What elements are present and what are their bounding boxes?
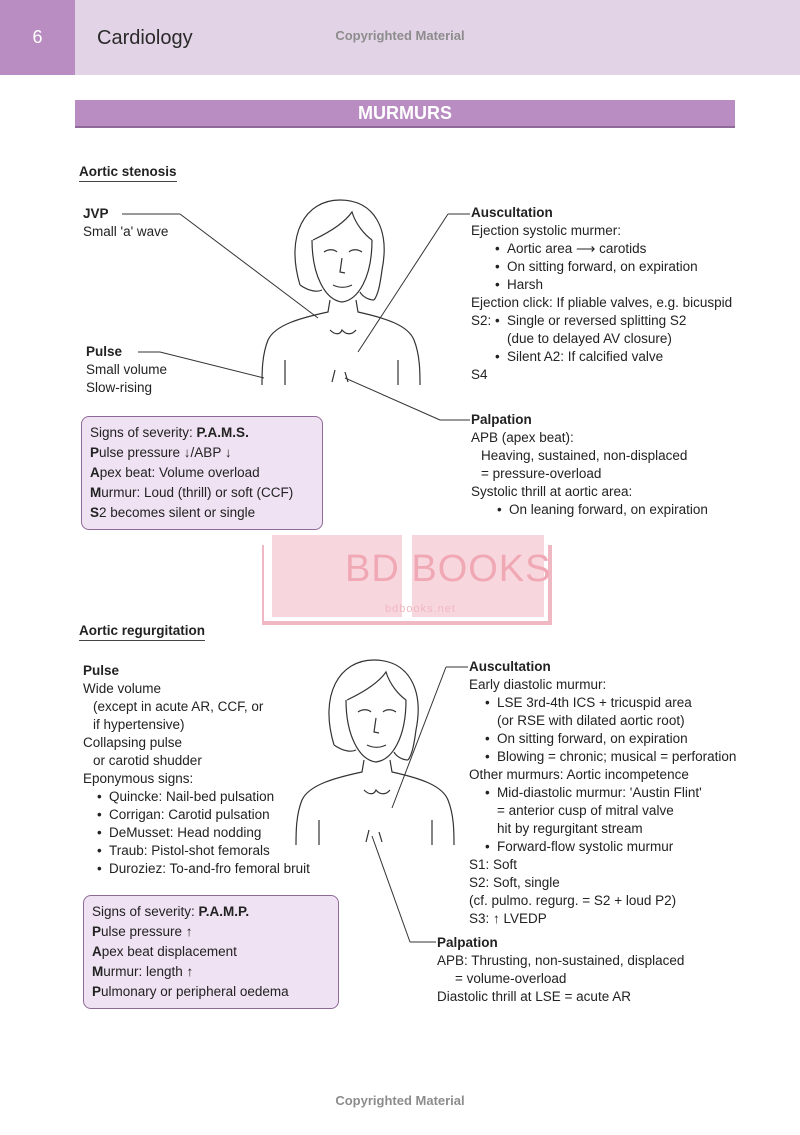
- ar-severity-item: Murmur: length ↑: [92, 964, 194, 979]
- as-ausc-bullet: • On sitting forward, on expiration: [495, 258, 791, 276]
- as-jvp-text: Small 'a' wave: [83, 224, 169, 239]
- ar-severity-box: [83, 895, 339, 1009]
- ar-ausc-line: Other murmurs: Aortic incompetence: [469, 767, 689, 782]
- ar-palpation-head: Palpation: [437, 935, 498, 950]
- header-copyright: Copyrighted Material: [335, 28, 465, 43]
- watermark-url: bdbooks.net: [385, 603, 456, 615]
- as-ausc-line: Ejection systolic murmer:: [471, 223, 622, 238]
- as-ausc-bullet: • Harsh: [495, 276, 791, 294]
- as-severity-title: Signs of severity: P.A.M.S.: [90, 425, 249, 440]
- ar-eponym-bullet: • Traub: Pistol-shot femorals: [97, 842, 343, 860]
- watermark-text: BD BOOKS: [345, 548, 552, 590]
- ar-auscultation: [469, 658, 794, 928]
- ar-ausc-bullet: • Mid-diastolic murmur: 'Austin Flint': [485, 784, 794, 802]
- ar-ausc-bullet: • Forward-flow systolic murmur: [485, 838, 794, 856]
- as-pulse-head: Pulse: [86, 344, 123, 359]
- as-palpation: [471, 411, 791, 519]
- section-title-aortic-stenosis: Aortic stenosis: [79, 164, 177, 182]
- ar-ausc-line: (or RSE with dilated aortic root): [497, 713, 685, 728]
- ar-palpation: [437, 934, 777, 1006]
- ar-pulse-line: Eponymous signs:: [83, 771, 194, 786]
- as-severity-box: [81, 416, 323, 530]
- ar-palp-line: = volume-overload: [455, 971, 567, 986]
- ar-eponym-bullet: • Duroziez: To-and-fro femoral bruit: [97, 860, 343, 878]
- ar-eponym-bullet: • Corrigan: Carotid pulsation: [97, 806, 343, 824]
- ar-ausc-line: = anterior cusp of mitral valve: [497, 803, 674, 818]
- as-ausc-s2-label: S2:: [471, 313, 492, 328]
- ar-ausc-line: (cf. pulmo. regurg. = S2 + loud P2): [469, 893, 677, 908]
- as-ausc-line: (due to delayed AV closure): [507, 331, 672, 346]
- as-palp-line: APB (apex beat):: [471, 430, 574, 445]
- ar-severity-item: Pulmonary or peripheral oedema: [92, 984, 289, 999]
- as-ausc-line: S4: [471, 367, 488, 382]
- ar-pulse-line: if hypertensive): [93, 717, 185, 732]
- as-severity-item: S2 becomes silent or single: [90, 505, 256, 520]
- ar-ausc-bullet: • Blowing = chronic; musical = perforation: [485, 748, 794, 766]
- as-jvp: [83, 205, 168, 241]
- ar-palp-line: Diastolic thrill at LSE = acute AR: [437, 989, 631, 1004]
- ar-pulse-head: Pulse: [83, 663, 120, 678]
- as-palp-line: Systolic thrill at aortic area:: [471, 484, 633, 499]
- ar-ausc-line: hit by regurgitant stream: [497, 821, 643, 836]
- ar-pulse-line: Collapsing pulse: [83, 735, 183, 750]
- ar-ausc-line: S3: ↑ LVEDP: [469, 911, 547, 926]
- as-palp-line: = pressure-overload: [481, 466, 602, 481]
- ar-pulse-line: or carotid shudder: [93, 753, 202, 768]
- ar-severity-item: Apex beat displacement: [92, 944, 237, 959]
- as-pulse: [86, 343, 167, 397]
- as-palp-line: Heaving, sustained, non-displaced: [481, 448, 688, 463]
- ar-severity-title: Signs of severity: P.A.M.P.: [92, 904, 250, 919]
- ar-auscultation-head: Auscultation: [469, 659, 551, 674]
- ar-eponym-bullet: • DeMusset: Head nodding: [97, 824, 343, 842]
- ar-ausc-line: S2: Soft, single: [469, 875, 560, 890]
- ar-palp-line: APB: Thrusting, non-sustained, displaced: [437, 953, 685, 968]
- chapter-title: Cardiology: [97, 27, 193, 49]
- section-banner: MURMURS: [75, 100, 735, 126]
- as-palp-bullet: • On leaning forward, on expiration: [497, 501, 791, 519]
- ar-pulse-line: Wide volume: [83, 681, 162, 696]
- as-ausc-line: Ejection click: If pliable valves, e.g. bicuspid: [471, 295, 733, 310]
- as-severity-item: Pulse pressure ↓/ABP ↓: [90, 445, 232, 460]
- as-pulse-l1: Small volume: [86, 362, 168, 377]
- as-ausc-bullet: • Aortic area ⟶ carotids: [495, 240, 791, 258]
- ar-pulse-line: (except in acute AR, CCF, or: [93, 699, 264, 714]
- section-title-aortic-regurgitation: Aortic regurgitation: [79, 623, 205, 641]
- as-pulse-l2: Slow-rising: [86, 380, 153, 395]
- as-severity-item: Apex beat: Volume overload: [90, 465, 260, 480]
- ar-pulse: [83, 662, 343, 878]
- as-ausc-bullet: Single or reversed splitting S2: [507, 313, 687, 328]
- as-auscultation: Auscultation Ejection systolic murmer: • Aortic area ⟶ carotids • On sitting forward, on expiration • Harsh Ejection click: If pliable valves, e.g. bicuspid S2: • Single or reversed splitting S2 (due to delayed AV closure) • Silent A2: If calcified valve S4: [471, 204, 791, 384]
- ar-severity-item: Pulse pressure ↑: [92, 924, 193, 939]
- page-number: 6: [0, 0, 75, 75]
- ar-ausc-line: S1: Soft: [469, 857, 518, 872]
- as-ausc-bullet: • Silent A2: If calcified valve: [495, 348, 791, 366]
- ar-eponym-bullet: • Quincke: Nail-bed pulsation: [97, 788, 343, 806]
- ar-ausc-bullet: • On sitting forward, on expiration: [485, 730, 794, 748]
- ar-ausc-line: Early diastolic murmur:: [469, 677, 607, 692]
- as-jvp-head: JVP: [83, 206, 109, 221]
- as-severity-item: Murmur: Loud (thrill) or soft (CCF): [90, 485, 294, 500]
- as-palpation-head: Palpation: [471, 412, 532, 427]
- footer-copyright: Copyrighted Material: [335, 1093, 465, 1108]
- ar-ausc-bullet: • LSE 3rd-4th ICS + tricuspid area: [485, 694, 794, 712]
- as-auscultation-head: Auscultation: [471, 205, 553, 220]
